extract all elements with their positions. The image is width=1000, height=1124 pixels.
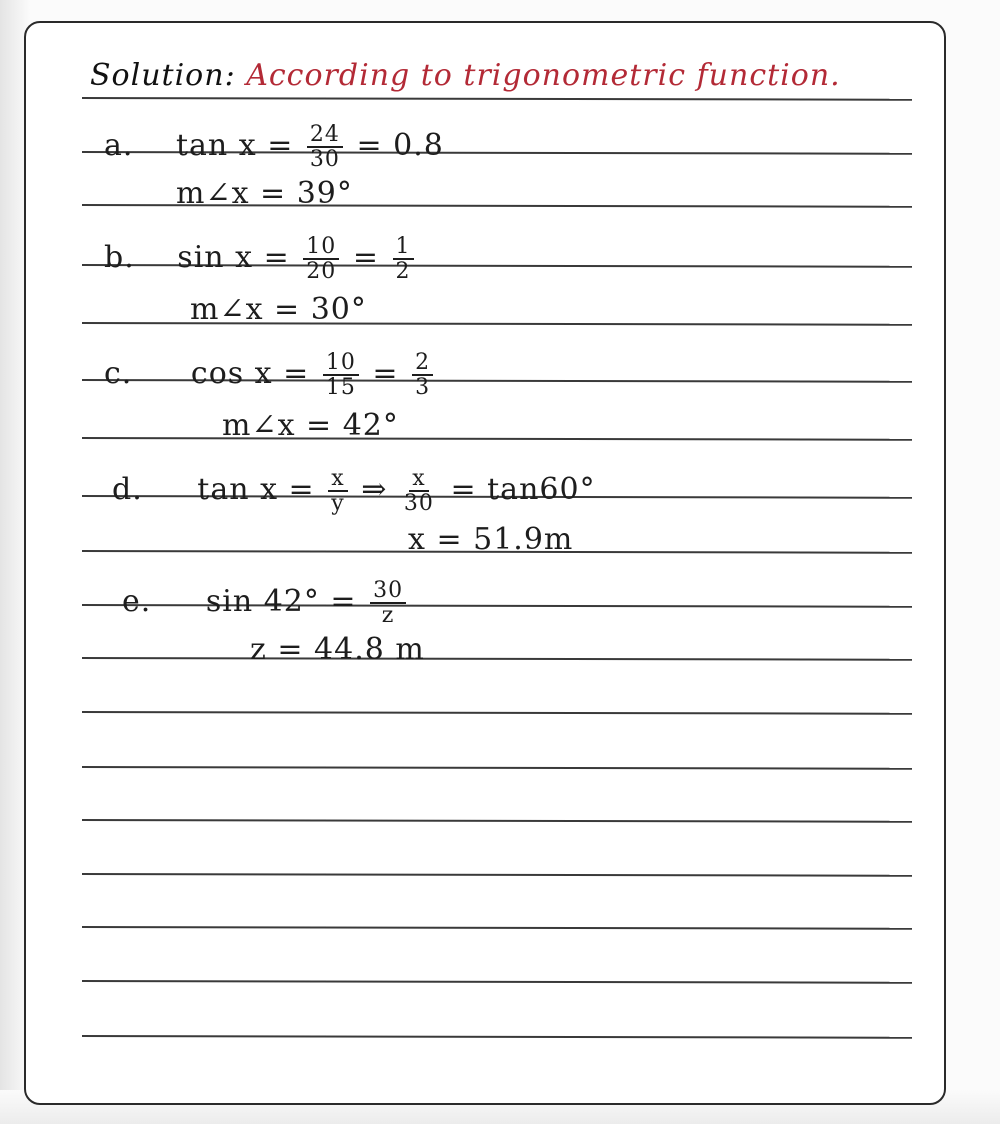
- part-c-line-2: [222, 408, 399, 443]
- fraction-numerator: 10: [323, 351, 359, 376]
- part-a-fraction: [307, 123, 343, 171]
- fraction-numerator: x: [328, 467, 347, 492]
- fraction-numerator: 24: [307, 123, 343, 148]
- ruled-line: [82, 1035, 912, 1038]
- ruled-line: [82, 657, 912, 660]
- part-d-line-2: [408, 522, 574, 557]
- part-b-line-1: [104, 235, 417, 283]
- part-c-equals: =: [372, 356, 399, 392]
- solution-heading: [90, 58, 841, 93]
- part-e-line-1: [122, 579, 409, 627]
- part-a-label: a.: [104, 128, 134, 164]
- part-c-line-1: [104, 351, 436, 399]
- part-e-fraction: [370, 579, 406, 627]
- part-c-answer: m∠x = 42°: [222, 408, 399, 443]
- part-c-fraction-2: [412, 351, 433, 399]
- solution-heading-text: According to trigonometric function.: [246, 58, 841, 93]
- fraction-denominator: 15: [325, 375, 356, 401]
- part-d-label: d.: [112, 472, 143, 508]
- part-d-fraction-2: [401, 467, 437, 515]
- part-e-line-2: [250, 632, 425, 667]
- part-a-line-2: [176, 176, 353, 211]
- fraction-denominator: 3: [415, 375, 431, 401]
- fraction-numerator: 10: [303, 235, 339, 260]
- part-d-answer: x = 51.9m: [408, 522, 574, 557]
- part-d-equation-rhs: = tan60°: [450, 472, 596, 508]
- ruled-line: [82, 766, 912, 769]
- part-c-fraction-1: [323, 351, 359, 399]
- part-a-line-1: [104, 123, 444, 171]
- part-d-implies-arrow: ⇒: [361, 472, 388, 508]
- ruled-line: [82, 873, 912, 876]
- part-e-label: e.: [122, 584, 152, 620]
- part-b-answer: m∠x = 30°: [190, 292, 367, 327]
- fraction-denominator: 30: [403, 491, 434, 517]
- fraction-numerator: 2: [412, 351, 433, 376]
- part-e-answer: z = 44.8 m: [250, 632, 425, 667]
- part-d-equation-lhs: tan x =: [197, 472, 315, 508]
- part-b-label: b.: [104, 240, 135, 276]
- part-d-line-1: [112, 467, 596, 515]
- part-a-answer: m∠x = 39°: [176, 176, 353, 211]
- ruled-line: [82, 711, 912, 714]
- part-c-label: c.: [104, 356, 133, 392]
- fraction-numerator: 30: [370, 579, 406, 604]
- ruled-line: [82, 437, 912, 440]
- fraction-denominator: y: [331, 491, 345, 517]
- part-b-equals: =: [352, 240, 379, 276]
- fraction-numerator: x: [409, 467, 428, 492]
- part-a-equation-lhs: tan x =: [175, 128, 294, 164]
- solution-heading-prefix: Solution:: [90, 58, 236, 93]
- part-b-fraction-1: [303, 235, 339, 283]
- part-b-fraction-2: [393, 235, 414, 283]
- part-d-fraction-1: [328, 467, 347, 515]
- part-e-equation-lhs: sin 42° =: [205, 584, 357, 620]
- ruled-line: [82, 97, 912, 100]
- part-b-equation-lhs: sin x =: [177, 240, 290, 276]
- fraction-denominator: 2: [395, 259, 411, 285]
- part-c-equation-lhs: cos x =: [190, 356, 310, 392]
- fraction-denominator: 30: [309, 147, 340, 173]
- notebook-paper: [24, 21, 946, 1105]
- part-b-line-2: [190, 292, 367, 327]
- part-a-equation-rhs: = 0.8: [356, 128, 444, 164]
- ruled-line: [82, 980, 912, 983]
- fraction-denominator: 20: [306, 259, 337, 285]
- fraction-numerator: 1: [393, 235, 414, 260]
- ruled-line: [82, 926, 912, 929]
- ruled-line: [82, 819, 912, 822]
- fraction-denominator: z: [381, 603, 395, 629]
